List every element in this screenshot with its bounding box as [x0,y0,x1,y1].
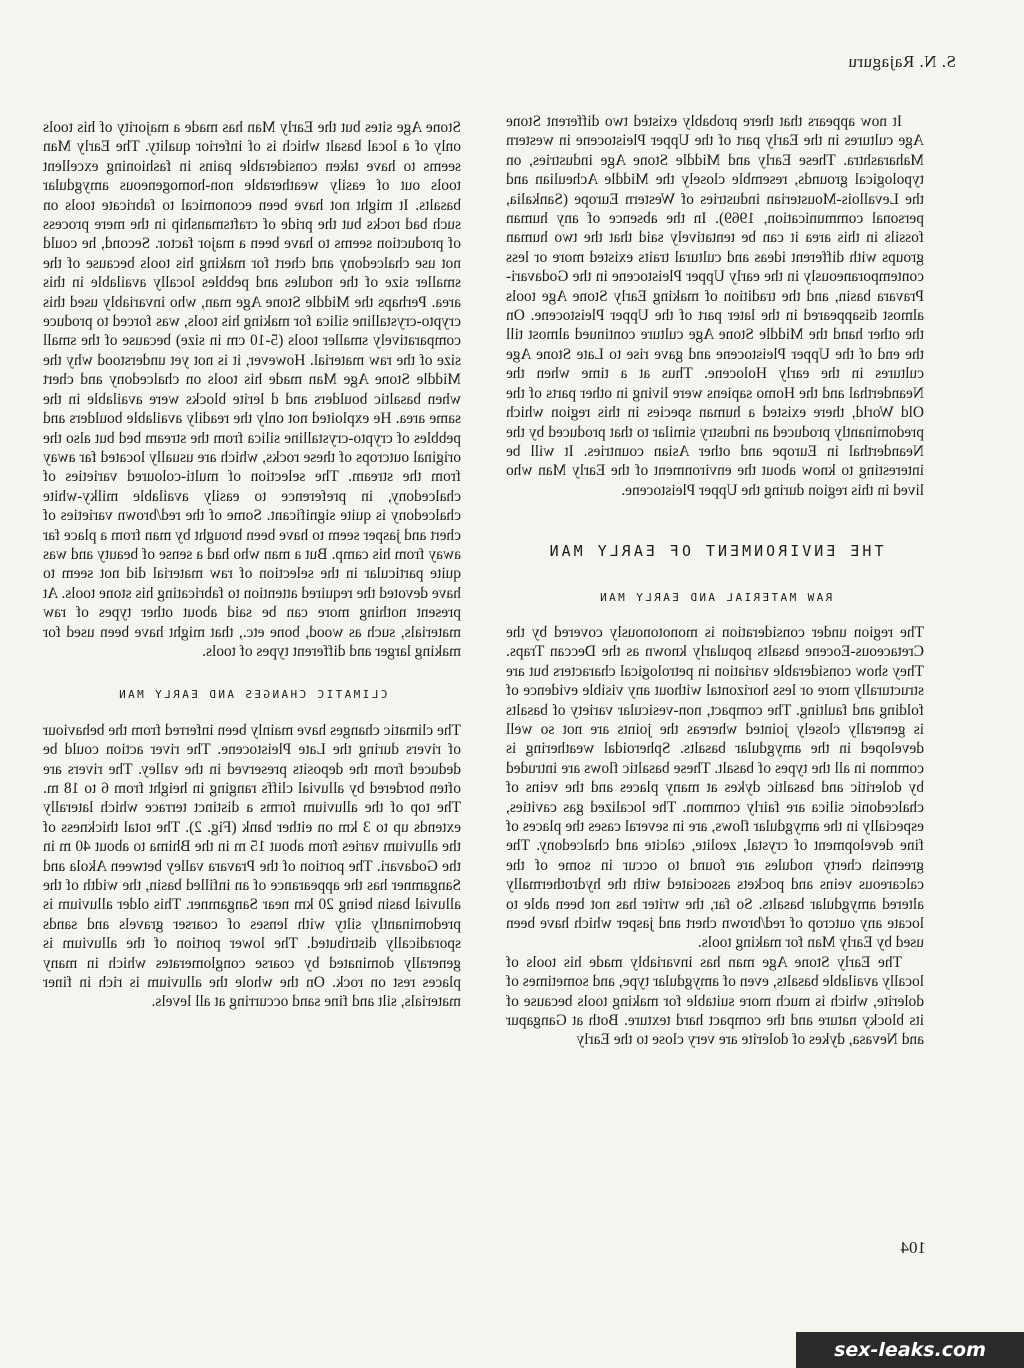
paragraph: The region under consideration is monotonously covered by the Cretaceous-Eocene basalts popularly known as the Deccan Traps. They show considerable variation in petrological characters but are structurally more or less horizontal without any visible evidence of folding and faulting. The compact, non-vesicular variety of basalts is generally closely jointed whereas the joints are not so well developed in the amygdular basalts. Spheroidal weathering is common in all the types of basalt. These basaltic flows are intruded by doleritic and basaltic dykes at many places and the veins of chalcedonic silica are fairly common. The localized gas cavities, especially in the amygdular flows, are in several cases the places of fine development of crystal, zeolite, calcite and chalcedony. The greenish cherty nodules are found to occur in some of the calcareous veins and pockets associated with the hydrothermally altered amygdular basalts. So far, the writer has not been able to locate any outcrop of red/brown chert and jasper which have been used by Early Man for making tools. [506,623,924,952]
paragraph: It now appears that there probably existed two different Stone Age cultures in the Early part of the Upper Pleistocene in western Maharashtra. These Early and Middle Stone Age industries, on typological grounds, resemble closely the Middle Acheulian and the Levallois-Mousterian industries of Western Europe (Sankalia, personal communication, 1969). In the absence of any human fossils in this area it can be tentatively said that the two human groups with different ideas and cultural traits existed more or less contemporaneously in the early Upper Pleistocene in the Godavari-Pravara basin, and the tradition of making Early Stone Age tools almost disappeared in the later part of the Upper Pleistocene. On the other hand the Middle Stone Age culture continued almost till the end of the Upper Pleistocene and gave rise to Late Stone Age cultures in the early Holocene. Thus at a time when the Neanderthal and the Homo sapiens were living in other parts of the Old World, there existed a human species in this region which predominantly produced an industry similar to that produced by the Neanderthal in Europe and other Asian countries. It will be interesting to know about the environment of the Early Man who lived in this region during the Upper Pleistocene. [506,113,924,499]
left-column [506,112,924,1050]
paragraph: The Early Stone Age man has invariably made his tools of locally available basalts, even of amygdular type, and sometimes of dolerite, which is much more suitable for making tools because of its blocky nature and the compact hard texture. Both at Gangapur and Nevasa, dykes of dolerite are very close to the Early [506,953,924,1049]
paragraph: The climatic changes have mainly been inferred from the behaviour of rivers during the Late Pleistocene. The river action could be deduced from the deposits preserved in the valley. The rivers are often bordered by alluvial cliffs ranging in height from 6 to 18 m. The top of the alluvium forms a distinct terrace which laterally extends up to 3 km on either bank (Fig. 2). The total thickness of the alluvium varies from about 15 m in the Bhima to about 40 m in the Godavari. The portion of the Pravara valley between Akola and Sangamner has the appearance of an infilled basin, the width of the alluvial basin being 20 km near Sangamner. This older alluvium is predominantly silty with lenses of coarser gravels and sands sporadically distributed. The lower portion of the alluvium is generally dominated by coarse conglomerates which in many places rest on rock. On the whole the alluvium is rich in finer materials, silt and fine sand occurring at all levels. [43,721,461,1011]
page-number: 104 [900,1238,926,1257]
watermark-banner: sex-leaks.com [796,1332,1024,1368]
paragraph: Stone Age sites but the Early Man has made a majority of his tools only of a local basalt which is of inferior quality. The Early Man seems to have taken considerable pains in fashioning excellent tools out of easily weatherable non-homogeneous amygdular basalts. It might not have been economical to fabricate tools on such bad rocks but the pride of craftsmanship in the mere process of production seems to have been a major factor. Second, he could not use chalcedony and chert for making his tools because of the smaller size of the nodules and pebbles locally available in this area. Perhaps the Middle Stone Age man, who invariably used this crypto-crystalline silica for making his tools, was forced to produce comparatively smaller tools (5-10 cm in size) because of the small size of the raw material. However, it is not yet understood why the Middle Stone Age Man made his tools on chalcedony and chert when basaltic boulders and d lerite blocks were available in the same area. He exploited not only the readily available boulders and pebbles of crypto-crystalline silica from the stream bed but also the original outcrops of these rocks, which are usually located far away from the stream. The selection of multi-coloured varieties of chalcedony, in preference to easily available milky-white chalcedony is quite significant. Some of the red/brown varieties of chert and jasper seem to have been brought by man from a place far away from his camp. But a man who had a sense of beauty and was quite particular in the selection of raw material did not seem to have devoted the required attention to fabricating his stone tools. At present nothing more can be said about other types of raw materials, such as wood, bone etc., that might have been used for making larger and different types of tools. [43,119,461,660]
section-title: THE ENVIRONMENT OF EARLY MAN [546,542,884,561]
subsection-title: CLIMATIC CHANGES AND EARLY MAN [116,688,388,702]
subsection-title: RAW MATERIAL AND EARLY MAN [597,590,833,604]
right-column [43,118,461,1012]
running-head: S. N. Rajaguru [847,52,956,71]
